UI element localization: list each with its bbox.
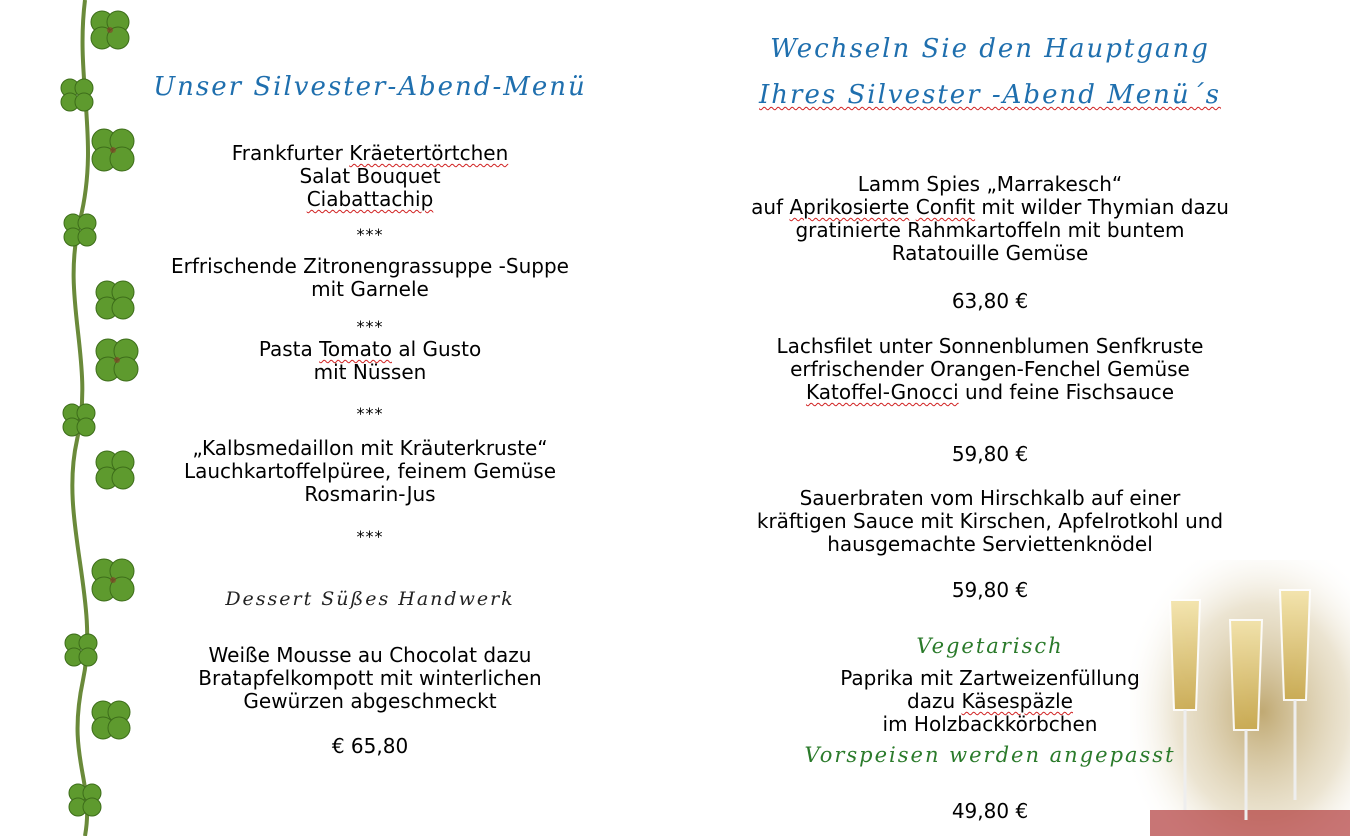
dish-1-line-2: auf Aprikosierte Confit mit wilder Thymian dazu [751, 195, 1229, 219]
veg-line-1: Paprika mit Zartweizenfüllung [840, 666, 1140, 690]
course-2 [130, 255, 610, 301]
course-2-line-2: mit Garnele [311, 277, 429, 301]
dish-3 [720, 487, 1260, 556]
dish-3-line-3: hausgemachte Serviettenknödel [827, 532, 1153, 556]
dessert-line-3: Gewürzen abgeschmeckt [243, 689, 497, 713]
dish-1-line-1: Lamm Spies „Marrakesch“ [857, 172, 1123, 196]
dish-2-line-2: erfrischender Orangen-Fenchel Gemüse [790, 357, 1190, 381]
course-3-line-1: Pasta Tomato al Gusto [258, 337, 482, 361]
separator: *** [356, 527, 384, 546]
veg-line-3: im Holzbackkörbchen [882, 712, 1098, 736]
dish-2 [720, 335, 1260, 404]
price-3: 59,80 € [951, 578, 1029, 602]
course-4-line-1: „Kalbsmedaillon mit Kräuterkruste“ [192, 436, 548, 460]
price-4: 49,80 € [951, 799, 1029, 823]
course-1-line-3: Ciabattachip [306, 187, 434, 211]
left-menu-title: Unser Silvester-Abend-Menü [153, 72, 587, 102]
course-1-line-2: Salat Bouquet [299, 164, 441, 188]
dish-1 [720, 173, 1260, 265]
menu-price: € 65,80 [331, 734, 409, 758]
dish-1-line-3: gratinierte Rahmkartoffeln mit buntem [795, 218, 1185, 242]
dessert-line-1: Weiße Mousse au Chocolat dazu [208, 643, 532, 667]
dessert-title: Dessert Süßes Handwerk [225, 588, 515, 610]
dish-1-line-4: Ratatouille Gemüse [891, 241, 1089, 265]
course-3-line-2: mit Nüssen [313, 360, 427, 384]
price-1: 63,80 € [951, 289, 1029, 313]
course-4 [130, 437, 610, 506]
right-title-line-1: Wechseln Sie den Hauptgang [770, 34, 1210, 64]
veg-line-2: dazu Käsespäzle [907, 689, 1073, 713]
right-title-line-2: Ihres Silvester -Abend Menü´s [759, 80, 1221, 110]
dish-2-line-1: Lachsfilet unter Sonnenblumen Senfkruste [776, 334, 1204, 358]
dish-3-line-1: Sauerbraten vom Hirschkalb auf einer [799, 486, 1181, 510]
course-3 [130, 338, 610, 384]
separator: *** [356, 317, 384, 336]
course-1-line-1: Frankfurter Kräetertörtchen [231, 141, 509, 165]
course-4-line-3: Rosmarin-Jus [304, 482, 436, 506]
separator: *** [356, 404, 384, 423]
dessert [130, 644, 610, 713]
vegetarian-dish [720, 667, 1260, 736]
separator: *** [356, 225, 384, 244]
course-1 [130, 142, 610, 211]
dish-2-line-3: Katoffel-Gnocci und feine Fischsauce [805, 380, 1174, 404]
price-2: 59,80 € [951, 442, 1029, 466]
course-4-line-2: Lauchkartoffelpüree, feinem Gemüse [183, 459, 557, 483]
dish-3-line-2: kräftigen Sauce mit Kirschen, Apfelrotkohl und [756, 509, 1224, 533]
vegetarian-title: Vegetarisch [916, 634, 1064, 658]
dessert-line-2: Bratapfelkompott mit winterlichen [198, 666, 542, 690]
vegetarian-note: Vorspeisen werden angepasst [804, 743, 1176, 767]
course-2-line-1: Erfrischende Zitronengrassuppe -Suppe [171, 254, 569, 278]
